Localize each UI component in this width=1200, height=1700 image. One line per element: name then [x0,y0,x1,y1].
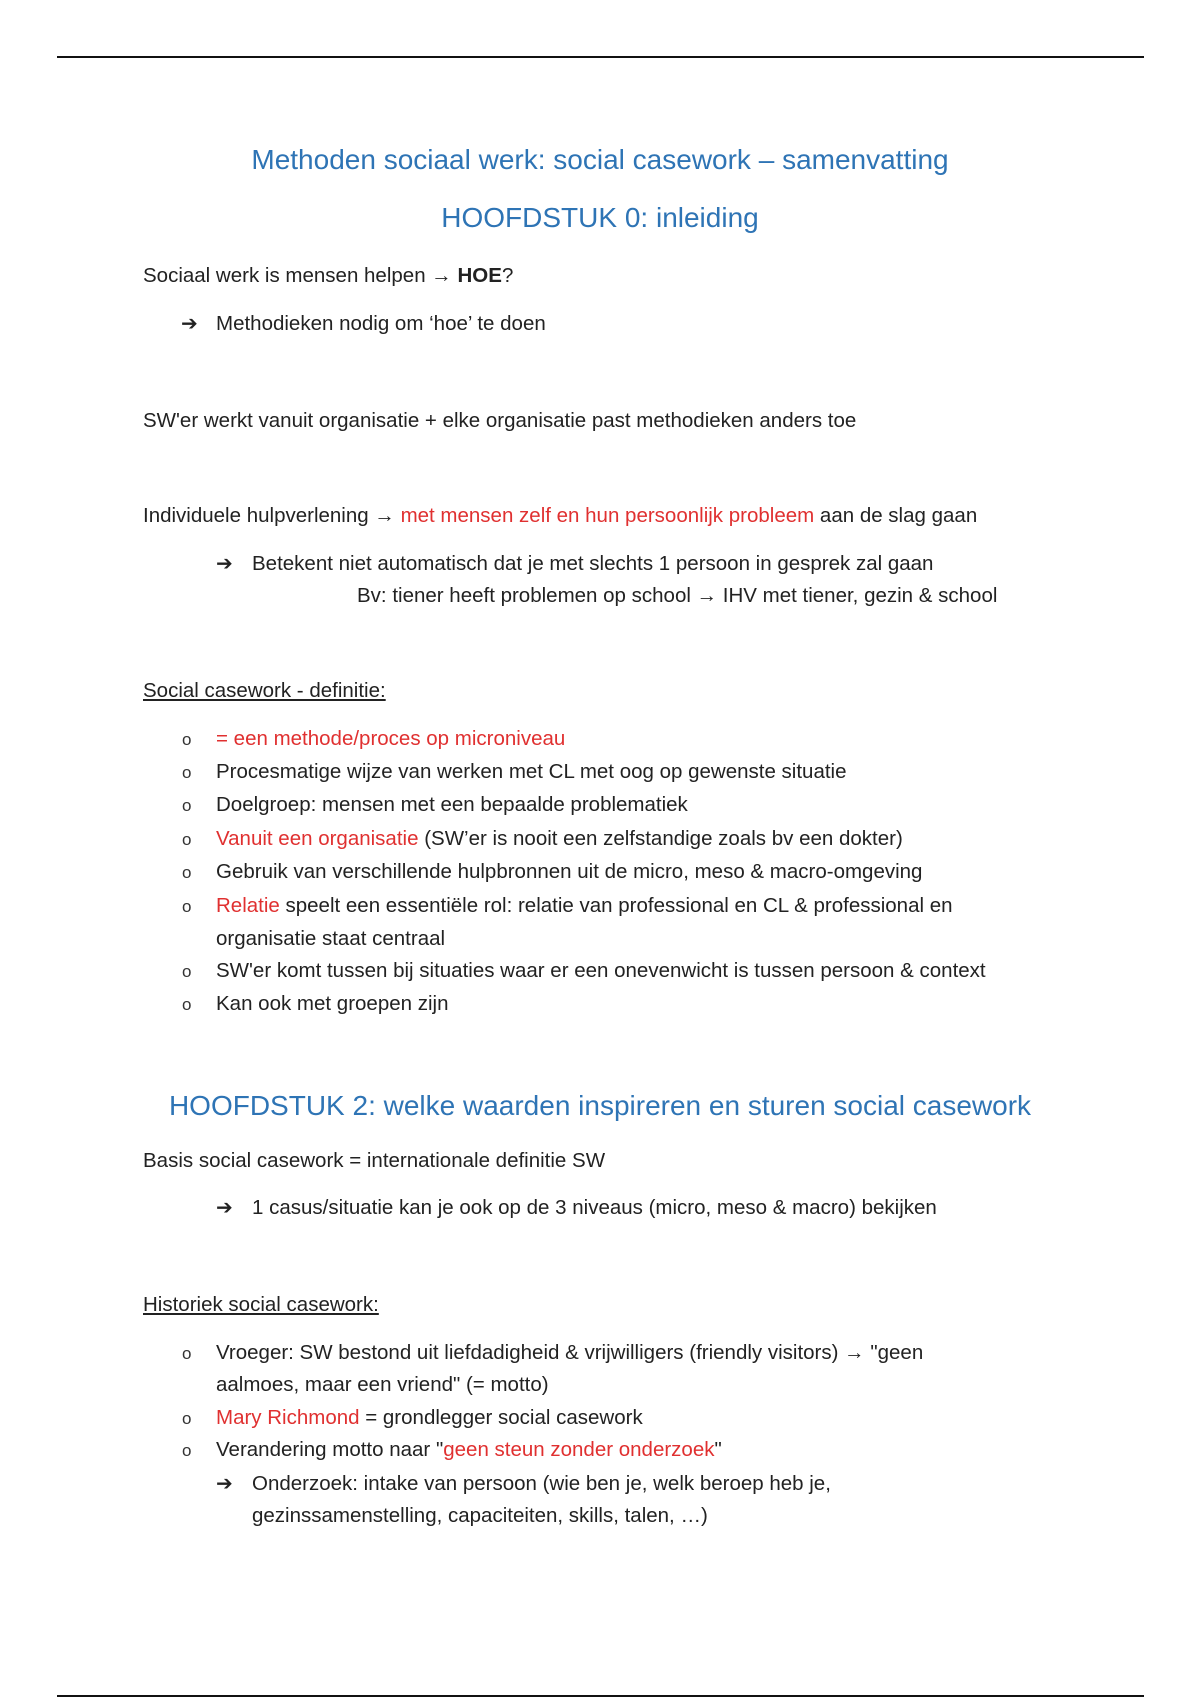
history-bullet-1-continued: aalmoes, maar een vriend" (= motto) [216,1373,549,1396]
document-title: Methoden sociaal werk: social casework – samenvatting [251,144,949,175]
chapter-0-heading: HOOFDSTUK 0: inleiding [441,202,759,233]
history-bullet-3: Verandering motto naar "geen steun zonder onderzoek" [216,1438,722,1461]
bullet-icon: o [182,763,192,782]
arrow-bullet-icon: ➔ [181,313,198,335]
paragraph-organisatie: SW'er werkt vanuit organisatie + elke organisatie past methodieken anders toe [143,409,857,432]
definition-heading: Social casework - definitie: [143,679,386,702]
definition-bullet-2: Procesmatige wijze van werken met CL met oog op gewenste situatie [216,760,847,783]
example-line: Bv: tiener heeft problemen op school → IHV met tiener, gezin & school [357,584,998,607]
arrow-point-betekent: Betekent niet automatisch dat je met slechts 1 persoon in gesprek zal gaan [252,552,934,575]
definition-bullet-6-continued: organisatie staat centraal [216,927,446,950]
definition-bullet-1: = een methode/proces op microniveau [216,727,566,750]
paragraph-individuele-hulpverlening: Individuele hulpverlening → met mensen zelf en hun persoonlijk probleem aan de slag gaan [143,504,978,527]
bullet-icon: o [182,1409,192,1428]
paragraph-basis: Basis social casework = internationale definitie SW [143,1149,606,1172]
definition-bullet-3: Doelgroep: mensen met een bepaalde problematiek [216,793,688,816]
bullet-icon: o [182,796,192,815]
arrow-bullet-icon: ➔ [216,1197,233,1219]
definition-bullet-4: Vanuit een organisatie (SW’er is nooit een zelfstandige zoals bv een dokter) [216,827,903,850]
definition-bullet-5: Gebruik van verschillende hulpbronnen uit de micro, meso & macro-omgeving [216,860,923,883]
history-bullet-1: Vroeger: SW bestond uit liefdadigheid & vrijwilligers (friendly visitors) → "geen [216,1341,924,1364]
bullet-icon: o [182,995,192,1014]
bullet-icon: o [182,863,192,882]
arrow-bullet-icon: ➔ [216,1473,233,1495]
chapter-2-heading: HOOFDSTUK 2: welke waarden inspireren en sturen social casework [168,1090,1032,1121]
bullet-icon: o [182,1344,192,1363]
history-heading: Historiek social casework: [143,1293,379,1316]
arrow-point-onderzoek: Onderzoek: intake van persoon (wie ben je, welk beroep heb je, [252,1472,831,1495]
bullet-icon: o [182,897,192,916]
arrow-point-onderzoek-continued: gezinssamenstelling, capaciteiten, skills, talen, …) [252,1504,708,1527]
bullet-icon: o [182,830,192,849]
history-bullet-2: Mary Richmond = grondlegger social casework [216,1406,643,1429]
header-rule [57,56,1144,58]
bullet-icon: o [182,1441,192,1460]
definition-bullet-6: Relatie speelt een essentiële rol: relatie van professional en CL & professional en [216,894,953,917]
footer-rule [57,1695,1144,1697]
paragraph-sociaal-werk: Sociaal werk is mensen helpen → HOE? [143,264,514,287]
bullet-icon: o [182,730,192,749]
bullet-icon: o [182,962,192,981]
arrow-bullet-icon: ➔ [216,553,233,575]
definition-bullet-7: SW'er komt tussen bij situaties waar er een onevenwicht is tussen persoon & context [216,959,986,982]
arrow-point-methodieken: Methodieken nodig om ‘hoe’ te doen [216,312,546,335]
definition-bullet-8: Kan ook met groepen zijn [216,992,449,1015]
arrow-point-casus: 1 casus/situatie kan je ook op de 3 niveaus (micro, meso & macro) bekijken [252,1196,937,1219]
